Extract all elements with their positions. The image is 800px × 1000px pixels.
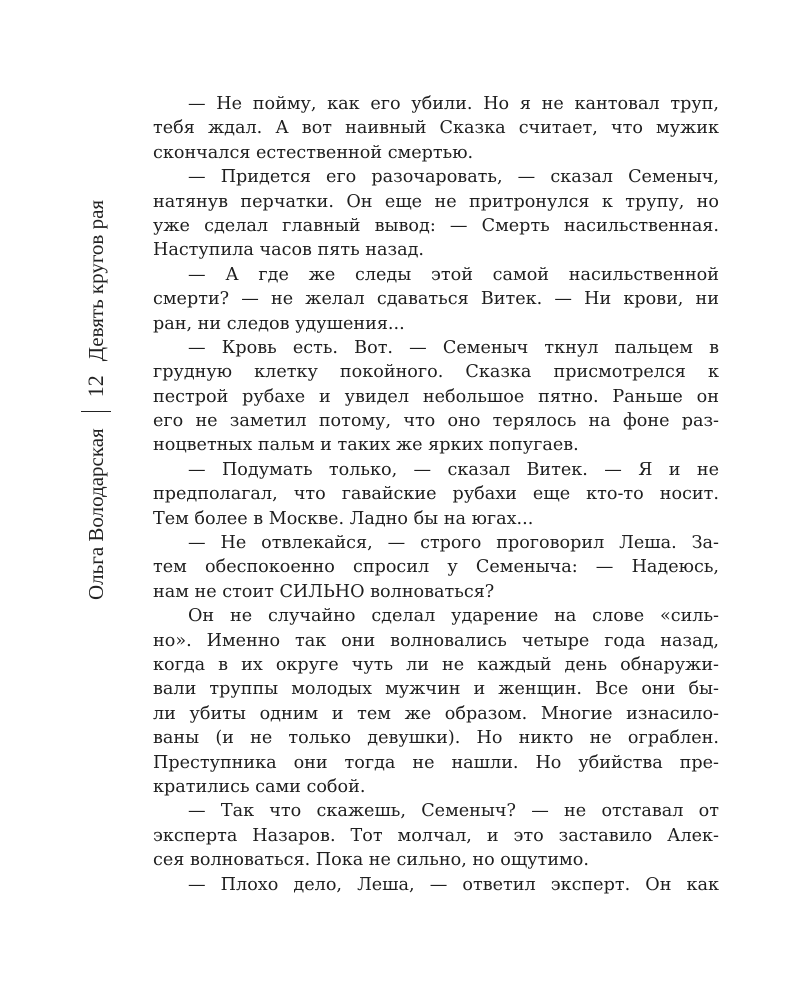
text-line: сея волноваться. Пока не сильно, но ощутимо.: [153, 850, 589, 871]
text-line: предполагал, что гавайские рубахи еще кто-то носит.: [153, 484, 719, 505]
text-line: уже сделал главный вывод: — Смерть насильственная.: [153, 215, 719, 236]
text-line: эксперта Назаров. Тот молчал, и это заставило Алек-: [153, 825, 719, 846]
text-line: тем обеспокоенно спросил у Семеныча: — Надеюсь,: [153, 557, 719, 578]
text-line: ноцветных пальм и таких же ярких попугаев.: [153, 435, 579, 456]
text-line: — Так что скажешь, Семеныч? — не отставал от: [188, 801, 719, 822]
running-head-author: Ольга Володарская: [83, 428, 108, 600]
text-line: ран, ни следов удушения...: [153, 313, 405, 334]
running-head-book-title: Девять кругов рая: [83, 199, 108, 362]
text-line: ваны (и не только девушки). Но никто не ограблен.: [153, 728, 719, 749]
page-number: 12: [83, 375, 108, 398]
text-line: вали труппы молодых мужчин и женщин. Все они бы-: [153, 679, 719, 700]
text-line: нам не стоит СИЛЬНО волноваться?: [153, 581, 495, 602]
text-line: Преступника они тогда не нашли. Но убийства пре-: [153, 752, 719, 773]
text-line: тебя ждал. А вот наивный Сказка считает, что мужик: [153, 118, 719, 139]
text-line: ли убиты одним и тем же образом. Многие изнасило-: [153, 703, 719, 724]
running-head: [76, 120, 116, 600]
body-text: [153, 92, 719, 897]
text-line: смерти? — не желал сдаваться Витек. — Ни крови, ни: [153, 289, 719, 310]
text-line: кратились сами собой.: [153, 776, 366, 797]
text-line: его не заметил потому, что оно терялось на фоне раз-: [153, 411, 719, 432]
text-line: — Придется его разочаровать, — сказал Семеныч,: [188, 167, 719, 188]
running-head-divider: [81, 411, 111, 412]
text-line: Наступила часов пять назад.: [153, 240, 425, 261]
text-line: Тем более в Москве. Ладно бы на югах...: [153, 508, 534, 529]
text-line: Он не случайно сделал ударение на слове «силь-: [188, 606, 719, 627]
text-line: — Не пойму, как его убили. Но я не кантовал труп,: [188, 94, 719, 114]
text-line: — Кровь есть. Вот. — Семеныч ткнул пальцем в: [188, 337, 719, 358]
text-line: грудную клетку покойного. Сказка присмотрелся к: [153, 362, 719, 383]
text-line: — Подумать только, — сказал Витек. — Я и не: [188, 459, 719, 480]
text-line: — Плохо дело, Леша, — ответил эксперт. Он как: [188, 874, 719, 895]
text-line: скончался естественной смертью.: [153, 142, 474, 163]
text-line: — А где же следы этой самой насильственной: [188, 264, 719, 285]
text-line: но». Именно так они волновались четыре года назад,: [153, 630, 719, 651]
text-line: когда в их округе чуть ли не каждый день обнаружи-: [153, 654, 719, 675]
text-line: пестрой рубахе и увидел небольшое пятно. Раньше он: [153, 386, 719, 407]
text-line: — Не отвлекайся, — строго проговорил Леша. За-: [188, 533, 719, 554]
text-line: натянув перчатки. Он еще не притронулся к трупу, но: [153, 191, 719, 212]
